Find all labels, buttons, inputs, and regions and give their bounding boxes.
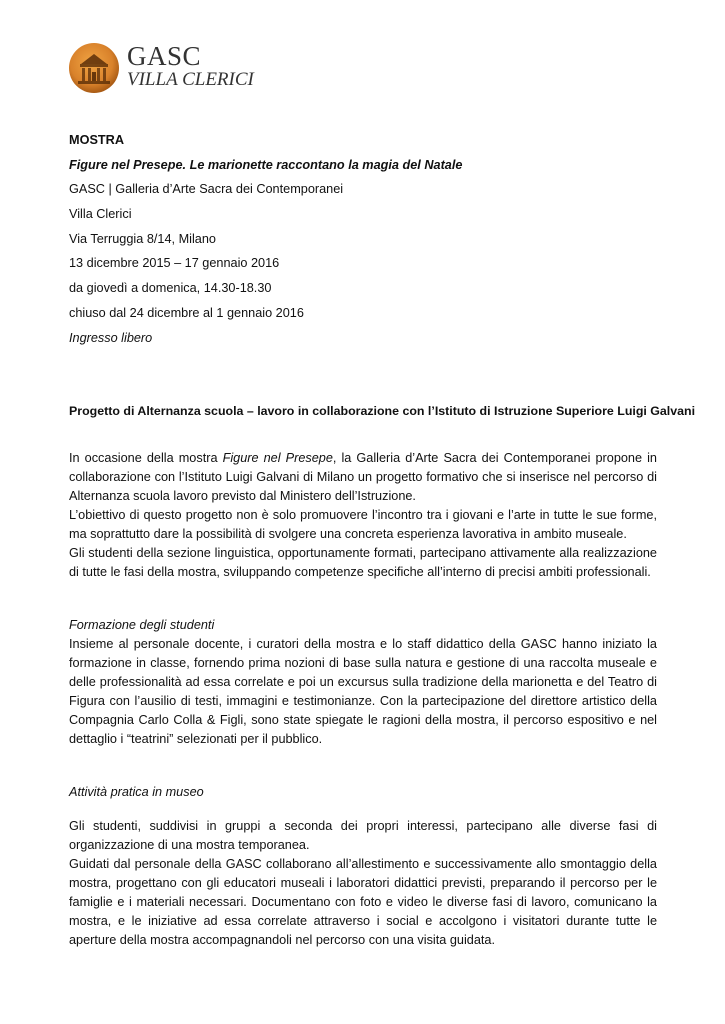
opening-hours: da giovedì a domenica, 14.30-18.30	[69, 281, 272, 296]
logo-subtitle: VILLA CLERICI	[127, 69, 254, 90]
closure-notice: chiuso dal 24 dicembre al 1 gennaio 2016	[69, 305, 304, 320]
project-students-paragraph: Gli studenti della sezione linguistica, opportunamente formati, partecipano attivamente alla realizzazione di tutte le fasi della mostra, sviluppando competenze specifiche all’interno di precisi ambiti professionali.	[69, 545, 657, 579]
gallery-name: GASC | Galleria d’Arte Sacra dei Contemporanei	[69, 182, 344, 197]
villa-clerici-emblem-icon	[68, 42, 120, 94]
training-heading: Formazione degli studenti	[69, 617, 215, 632]
intro-text-before: In occasione della mostra	[69, 450, 223, 465]
address: Via Terruggia 8/14, Milano	[69, 231, 216, 246]
exhibition-label: MOSTRA	[69, 133, 124, 147]
venue-name: Villa Clerici	[69, 207, 132, 222]
practice-paragraph-2: Guidati dal personale della GASC collaborano all’allestimento e successivamente allo smontaggio della mostra, progettano con gli educatori museali i laboratori didattici previsti, preparando il percorso per le famiglie e i materiali necessari. Documentano con foto e video le diverse fasi di lavoro, comunicano la mostra, e le iniziative ad essa correlate attraverso i social e accolgono i visitatori durante tutte le aperture della mostra accompagnandoli nel percorso con una visita guidata.	[69, 856, 657, 947]
training-paragraph: Insieme al personale docente, i curatori della mostra e lo staff didattico della GASC hanno iniziato la formazione in classe, fornendo prima nozioni di base sulla natura e gestione di una raccolta museale e delle professionalità ad essa correlate e poi un excursus sulla tradizione della marionetta e del Teatro di Figura con l’ausilio di testi, immagini e testimonianze. Con la partecipazione del direttore artistico della Compagnia Carlo Colla & Figli, sono state spiegate le ragioni della mostra, il percorso espositivo e nel dettaglio i “teatrini” selezionati per il pubblico.	[69, 636, 657, 746]
document-body	[69, 131, 696, 950]
logo-text	[127, 42, 254, 90]
project-objective-paragraph: L’obiettivo di questo progetto non è solo promuovere l’incontro tra i giovani e l’arte in tutte le sue forme, ma soprattutto dare la possibilità di svolgere una concreta esperienza lavorativa in ambito museale.	[69, 507, 657, 541]
practice-heading: Attività pratica in museo	[69, 784, 204, 799]
intro-exhibition-title: Figure nel Presepe	[222, 450, 333, 465]
practice-paragraph-1: Gli studenti, suddivisi in gruppi a seconda dei propri interessi, partecipano alle diverse fasi di organizzazione di una mostra temporanea.	[69, 818, 657, 852]
logo-title: GASC	[127, 41, 202, 71]
exhibition-dates: 13 dicembre 2015 – 17 gennaio 2016	[69, 256, 280, 271]
gasc-logo	[68, 42, 288, 98]
admission-info: Ingresso libero	[69, 330, 153, 345]
intro-text-after: , la Galleria d’Arte Sacra dei Contemporanei propone in collaborazione con l’Istituto Luigi Galvani di Milano un progetto formativo che si inserisce nel percorso di Alternanza scuola lavoro previsto dal Ministero dell’Istruzione.	[69, 450, 657, 503]
exhibition-title: Figure nel Presepe. Le marionette raccontano la magia del Natale	[69, 157, 463, 172]
project-title: Progetto di Alternanza scuola – lavoro in collaborazione con l’Istituto di Istruzione Superiore Luigi Galvani	[69, 403, 696, 418]
project-intro-paragraph	[69, 449, 657, 506]
